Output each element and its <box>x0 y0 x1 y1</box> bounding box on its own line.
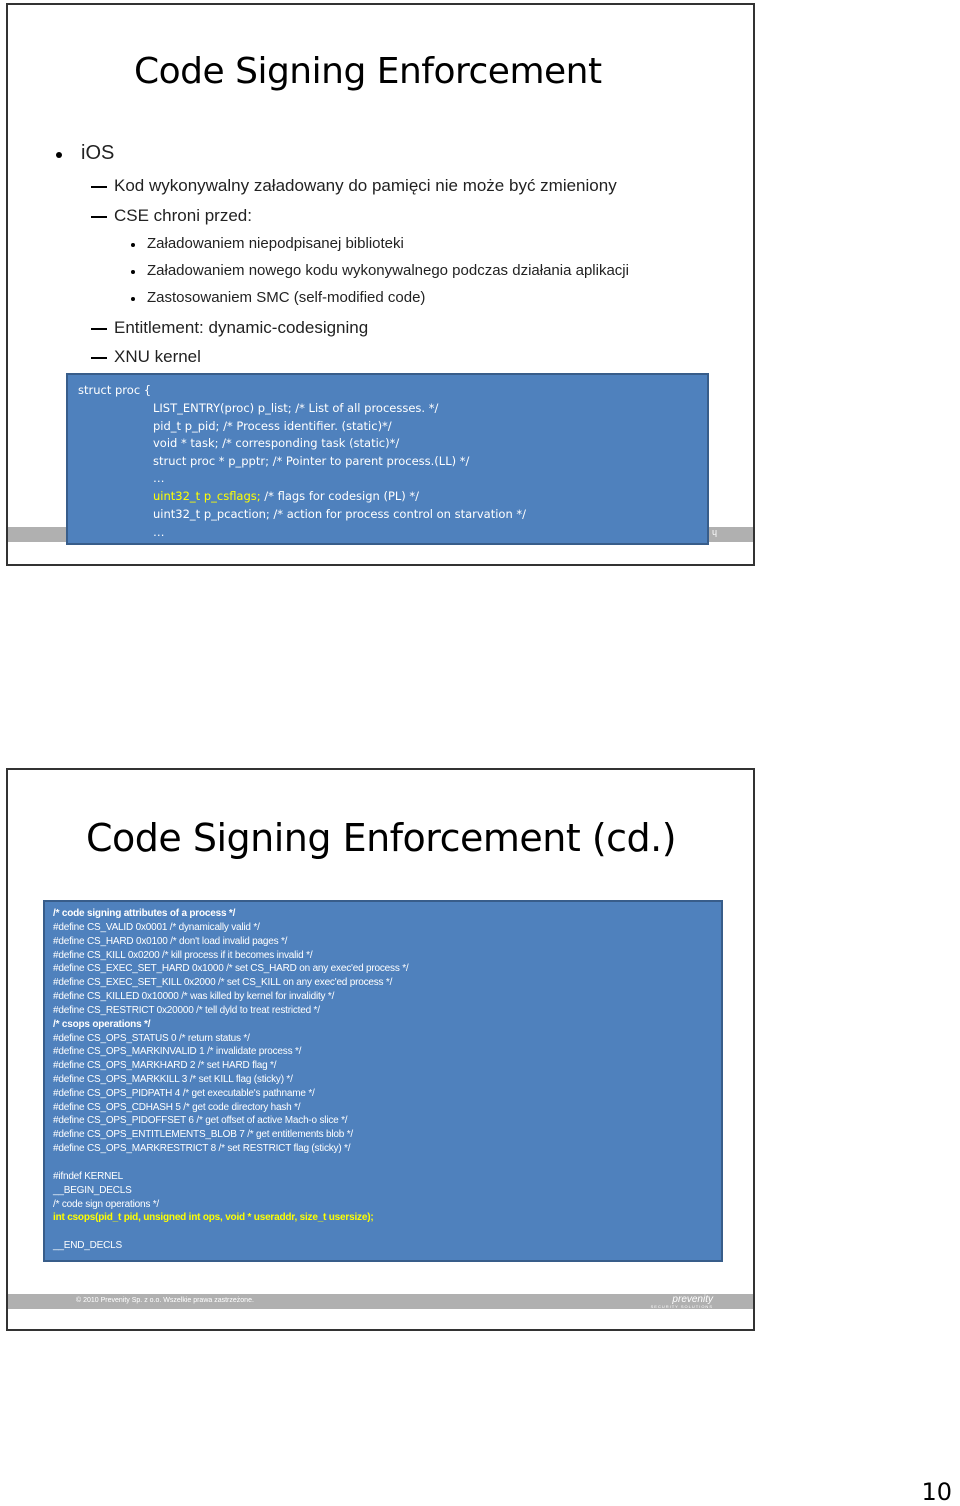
code-line: #define CS_KILLED 0x10000 /* was killed by kernel for invalidity */ <box>53 991 335 1002</box>
code-line <box>153 489 419 503</box>
sub-item: XNU kernel <box>114 347 201 366</box>
bullet-dot-icon <box>131 297 135 301</box>
code-line: /* code signing attributes of a process */ <box>53 908 236 919</box>
dash-icon <box>91 216 107 218</box>
bullet-dot-icon <box>131 243 135 247</box>
code-line: #define CS_EXEC_SET_HARD 0x1000 /* set CS_HARD on any exec'ed process */ <box>53 963 409 974</box>
footer-bar <box>8 1294 753 1309</box>
bullet-dot-icon <box>56 152 62 158</box>
sub-item: Kod wykonywalny załadowany do pamięci nie może być zmieniony <box>114 176 617 195</box>
logo-fragment-icon: ɥ <box>711 527 717 537</box>
code-line: #define CS_OPS_STATUS 0 /* return status */ <box>53 1033 250 1044</box>
code-line: void * task; /* corresponding task (static)*/ <box>153 436 400 450</box>
code-line: /* csops operations */ <box>53 1019 151 1030</box>
code-line: #define CS_OPS_CDHASH 5 /* get code directory hash */ <box>53 1102 301 1113</box>
highlighted-field: uint32_t p_csflags; <box>153 489 261 503</box>
code-line: #define CS_HARD 0x0100 /* don't load invalid pages */ <box>53 936 288 947</box>
code-line: pid_t p_pid; /* Process identifier. (static)*/ <box>153 419 392 433</box>
code-block-struct-proc <box>66 373 709 545</box>
code-line-highlighted: int csops(pid_t pid, unsigned int ops, void * useraddr, size_t usersize); <box>53 1212 374 1223</box>
bullet-ios: iOS <box>81 142 115 164</box>
code-line: LIST_ENTRY(proc) p_list; /* List of all processes. */ <box>153 401 439 415</box>
slide-2 <box>6 768 755 1331</box>
code-line: struct proc { <box>78 383 152 397</box>
prevenity-logo: prevenity <box>672 1294 713 1305</box>
slide-title: Code Signing Enforcement <box>134 51 602 92</box>
dash-icon <box>91 328 107 330</box>
code-line: uint32_t p_pcaction; /* action for process control on starvation */ <box>153 507 527 521</box>
sub-item: Entitlement: dynamic-codesigning <box>114 318 369 337</box>
code-line: #define CS_EXEC_SET_KILL 0x2000 /* set CS_KILL on any exec'ed process */ <box>53 977 393 988</box>
slide-1 <box>6 3 755 566</box>
code-line: #define CS_OPS_MARKINVALID 1 /* invalidate process */ <box>53 1046 302 1057</box>
code-block-cs-defines <box>43 900 723 1262</box>
code-line: #define CS_KILL 0x0200 /* kill process if it becomes invalid */ <box>53 950 313 961</box>
code-line: … <box>153 471 165 485</box>
code-line: #define CS_OPS_MARKHARD 2 /* set HARD flag */ <box>53 1060 277 1071</box>
dash-icon <box>91 357 107 359</box>
code-line: #define CS_OPS_PIDOFFSET 6 /* get offset of active Mach-o slice */ <box>53 1115 348 1126</box>
footer-copyright: © 2010 Prevenity Sp. z o.o. Wszelkie prawa zastrzeżone. <box>76 1297 254 1304</box>
code-line: #define CS_RESTRICT 0x20000 /* tell dyld to treat restricted */ <box>53 1005 320 1016</box>
dash-icon <box>91 186 107 188</box>
slide-title: Code Signing Enforcement (cd.) <box>86 816 677 860</box>
protect-item: Załadowaniem nowego kodu wykonywalnego podczas działania aplikacji <box>147 262 629 279</box>
protect-item: Zastosowaniem SMC (self-modified code) <box>147 289 426 306</box>
code-line: #define CS_OPS_MARKKILL 3 /* set KILL flag (sticky) */ <box>53 1074 293 1085</box>
code-comment: /* flags for codesign (PL) */ <box>260 489 420 503</box>
code-line: #define CS_OPS_MARKRESTRICT 8 /* set RESTRICT flag (sticky) */ <box>53 1143 351 1154</box>
code-line: /* code sign operations */ <box>53 1199 159 1210</box>
code-line: #define CS_OPS_ENTITLEMENTS_BLOB 7 /* get entitlements blob */ <box>53 1129 353 1140</box>
code-line: struct proc * p_pptr; /* Pointer to parent process.(LL) */ <box>153 454 470 468</box>
code-line: #define CS_OPS_PIDPATH 4 /* get executable's pathname */ <box>53 1088 315 1099</box>
protect-item: Załadowaniem niepodpisanej biblioteki <box>147 235 404 252</box>
bullet-dot-icon <box>131 270 135 274</box>
prevenity-logo-tagline: SECURITY SOLUTIONS <box>650 1304 713 1309</box>
code-line: … <box>153 525 165 539</box>
code-line: __BEGIN_DECLS <box>53 1185 132 1196</box>
code-line: #define CS_VALID 0x0001 /* dynamically valid */ <box>53 922 260 933</box>
code-line: __END_DECLS <box>53 1240 122 1251</box>
code-line: #ifndef KERNEL <box>53 1171 124 1182</box>
page-number: 10 <box>921 1478 952 1506</box>
sub-item: CSE chroni przed: <box>114 206 252 225</box>
